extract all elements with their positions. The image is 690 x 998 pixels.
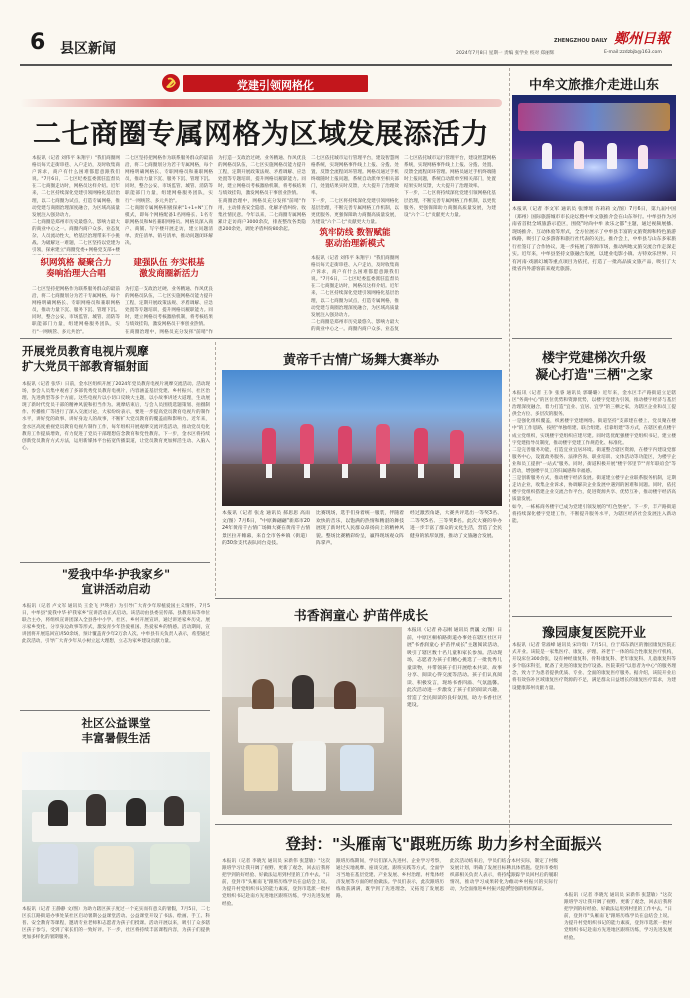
dance-photo	[222, 370, 502, 506]
reading-caption: 本报讯（记者 孙志刚 通讯员 贾巍 文/图）日前，中原区桐柏路街道办事处在辖区社区开展"书香润童心 护苗伴成长"主题阅读活动，吸引了辖区数十名儿童和家长参加。活动现场，志愿者为孩子们精心挑选了一批优秀儿童读物，并带领孩子们开展绘本共读、故事分享、阅读心得交流等活动。孩子们认真阅读、积极发言，现场书香四溢、气氛温馨。此次活动进一步激发了孩子们的阅读兴趣，营造了全民阅读的良好氛围，助力书香社区建设。	[407, 628, 502, 708]
ribbon-decoration	[20, 99, 502, 107]
bottom-col-4: 本报讯（记者 李晓光 通讯员 宋新伟 张慧敏）"这次跟班学习让我开阔了视野、更新了观念，回去后我将把学到的好经验、好做法运用到村里的工作中去。"日前，登封市"头雁南飞"跟班历练学员在总结会上说。为提升村党组织书记的能力素质，登封市选派一批村党组织书记赴南方先进地区跟班历练，学习先进发展经验。	[564, 893, 672, 941]
community-headline: 社区公益课堂 丰富暑假生活	[81, 716, 151, 745]
party-emblem-icon	[161, 73, 181, 93]
community-body: 本报讯（记者 王静静 文/图）为助力辖区孩子度过一个充实而有意义的暑假，7月5日，二七区长江路街道办事处某社区启动暑期公益课堂活动。公益课堂开设了书法、绘画、手工、科普、安全教育等课程，邀请专业老师和志愿者为孩子们授课。活动开展以来，吸引了众多辖区孩子参与，受到了家长们的一致好评。下一步，社区将持续丰富课程内容，为孩子们提供更加多样化的暑期服务。	[22, 907, 210, 941]
ladder-headline: 楼宇党建梯次升级 凝心打造"三栖"之家	[535, 351, 653, 383]
lead-subhead-1: 织网筑格 凝聚合力 奏响治理大合唱	[40, 258, 112, 279]
paper-english-name: ZHENGZHOU DAILY	[554, 38, 608, 44]
email: E-mail:zzdzbjb@163.com	[604, 50, 662, 55]
lead-headline: 二七商圈专属网格为区域发展添活力	[32, 117, 489, 150]
bottom-headline: 登封："头雁南飞"跟班历练 助力乡村全面振兴	[285, 835, 602, 853]
reading-photo	[222, 627, 402, 815]
party-banner-title: 党建引领网格化	[237, 79, 314, 92]
bottom-col-1: 本报讯（记者 李晓光 通讯员 宋新伟 张慧敏）"这次跟班学习让我开阔了视野、更新了观念，回去后我将把学到的好经验、好做法运用到村里的工作中去。"日前，登封市"头雁南飞"跟班历练学员在总结会上说。为提升村党组织书记的能力素质，登封市选派一批村党组织书记赴南方先进地区跟班历练，学习先进发展经验。	[222, 859, 330, 907]
tour-headline: 中牟文旅推介走进山东	[528, 78, 659, 93]
party-banner	[161, 73, 368, 96]
dance-caption: 本报讯（记者 张龙 通讯员 郝思思 高雨 文/图）7月6日，"中原舞翩翩"新郑市2024年黄帝千古情广场舞大赛在黄帝千古情景区拉开帷幕，来自全市各乡镇（街道）的30余支代表队同台竞技。	[222, 511, 310, 546]
page-number: 6	[30, 30, 46, 55]
bottom-col-2: 跟班历练期间，学员们深入先进村、企业学习考察，通过实地观摩、座谈交流、跟班实践等方式，全面学习当地在基层党建、产业发展、乡村治理、村集体经济发展等方面的经验做法。学员们表示，此次跟班历练收获满满，既学到了先进理念，又拓宽了发展思路。	[336, 859, 444, 900]
rural-body: 本报讯（记者 常溢峰 通讯员 宋玲瑞）7月5日，位于郑东新区的豫园康复医院正式开业。该院是一家集医疗、康复、护理、养老于一体的综合性康复医疗机构，开设床位300余张，设有神经康复科、骨科康复科、老年康复科、儿童康复科等多个临床科室，配备了先进的康复治疗设备。医院秉持"以患者为中心"的服务理念，致力于为患者提供优质、专业、全面的康复医疗服务。据介绍，该院开业后将有效弥补区域康复医疗资源的不足，满足群众日益增长的康复医疗需求，为建设健康郑州贡献力量。	[512, 643, 676, 691]
paper-logo: 鄭州日報	[614, 31, 670, 47]
tour-photo	[512, 95, 676, 201]
dance-col-3: 经过激烈角逐，大赛共评选出一等奖3名、二等奖5名、三等奖8名。此次大赛的举办进一步丰富了群众的文化生活，营造了全民健身的浓厚氛围，推动了文旅融合发展。	[410, 511, 502, 539]
lead-col-1: 本报讯（记者 刘伟平 朱翔宇）"我们商圈网格员每天走街串巷、入户走访，及时收集商户诉求，商户有什么困难都愿意跟我们说。"7月6日，二七区纪委监委派驻监督员在二七商圈走访时，网格员这样介绍。近年来，二七区持续深化党建引领网格化基层治理，以二七商圈为试点，打造专属网格，推动党建与商圈治理深度融合，为区域高质量发展注入强劲动力。 二七商圈是郑州市历史最悠久、影响力最大的商业中心之一。商圈内商户众多、业态复杂、人员流动性大，给基层治理带来不小挑战。为破解这一难题，二七区坚持以党建为引领，探索建立"商圈党委+网格党支部+楼	[32, 156, 120, 254]
issue-date: 2024年7月8日 星期一 责编 张学业 校对 郑丽辉	[456, 51, 555, 56]
dance-col-2: 比赛现场，选手们身着统一服装，伴随着欢快的音乐，以饱满的热情和精湛的舞技展现了新时代人民群众昂扬向上的精神风貌。整场比赛精彩纷呈，赢得现场观众阵阵掌声。	[316, 511, 404, 546]
lead-col-4b: 本报讯（记者 刘伟平 朱翔宇）"我们商圈网格员每天走街串巷、入户走访，及时收集商户诉求，商户有什么困难都愿意跟我们说。"7月6日，二七区纪委监委派驻监督员在二七商圈走访时，网格员这样介绍。近年来，二七区持续深化党建引领网格化基层治理，以二七商圈为试点，打造专属网格，推动党建与商圈治理深度融合，为区域高质量发展注入强劲动力。 二七商圈是郑州市历史最悠久、影响力最大的商业中心之一。商圈内商户众多、业态复	[311, 256, 399, 332]
bottom-col-3: 此次活动结束后，学员们结合本村实际，制定了村级发展计划，明确了发展目标和具体措施。登封市委组织部相关负责人表示，将持续跟踪学员回村后的履职情况，推动学习成果转化为推动乡村振兴的实际行动，为全面推进乡村振兴提供坚强的组织保证。	[450, 859, 558, 893]
community-photo	[22, 752, 210, 902]
lead-subhead-3: 筑牢防线 数智赋能 驱动治理新模式	[319, 228, 391, 249]
lead-col-2b: 为打造一支政治过硬、业务精通、作风优良的网格员队伍，二七区实施网格员能力提升工程，定期开展政策法规、矛盾调解、应急处置等专题培训，提升网格员履职能力。同时，建立网格员考核激励机制，将考核结果与绩效挂钩，激发网格员干事创业热情。 在商圈治理中，网格员充分发挥"前哨"作	[125, 287, 213, 334]
lead-col-5: 二七区依托城市运行管理平台，建设智慧网格系统，实现网格事件线上上报、分拨、处置、反馈全流程闭环管理。网格员通过手机终端随时上报问题，系统自动派单至相关部门，处置结果实时反馈，大大提升了治理效率。 下一步，二七区将持续深化党建引领网格化基层治理，不断完善专属网格工作机制，以更优服务、更强保障助力商圈高质量发展，为建设"六个二七"贡献更大力量。	[404, 156, 496, 218]
tour-caption: 本报讯（记者 李文军 通讯员 张博瑶 许莉莉 文/图）7月6日，第九届中国（郑州）国际旅游城市市长论坛暨中牟文旅推介会在山东举行。中牟县作为河南省首批全域旅游示范区，围绕"时尚中牟 欢乐之都"主题，通过视频展播、现场推介、互动体验等形式，全方位展示了中牟县丰富的文旅资源和特色旅游线路，吸引了众多游客和旅行社代表的关注。推介会上，中牟县与山东多家旅行社签订了合作协议，进一步拓展了客源市场，推动两地文旅交流合作走深走实。近年来，中牟县坚持文旅融合发展，以建业电影小镇、方特欢乐世界、只有河南·戏剧幻城等重点项目为依托，打造了一批高品质文旅产品，吸引了大批省内外游客前来观光旅游。	[512, 207, 676, 272]
dance-headline: 黄帝千古情广场舞大赛举办	[282, 353, 439, 368]
broadcast-body: 本报讯（记者 张华）日前，金水区组织开展了2024年党员教育电视片观摩交流活动。活动现场，参会人员集中观看了多部优秀党员教育电视片，内容涵盖基层党建、乡村振兴、社区治理、先进典型等多个方面。这些电视片以小切口反映大主题，以小故事讲述大道理，生动展现了新时代党员干部的精神风貌和担当作为。观摩结束后，与会人员围绕选题策划、拍摄制作、传播推广等进行了深入交流讨论，大家纷纷表示，要进一步提高党员教育电视片的制作水平，讲好党的故事、讲好身边人的故事，不断扩大党员教育的覆盖面和影响力。近年来，金水区高度重视党员教育电视片制作工作，每年组织开展观摩交流评选活动，推动党员电化教育工作提质增效，有力促进了党员干部理想信念教育和党性教育。下一步，金水区将持续创新党员教育方式方法，运用新媒体平台拓宽传播渠道，让党员教育更加鲜活生动、入脑入心。	[22, 382, 210, 451]
promote-body: 本报讯（记者 卢文军 通讯员 王金飞 尹瑛君）为引导广大青少年厚植爱国主义情怀，7月5日，中牟县"爱我中华·护我家乡"宣讲活动正式启动。该活动由县委宣传部、县教育局等单位联合主办，将组织宣讲团深入全县各中小学、社区、乡村开展宣讲，通过讲述家乡历史、展示家乡变化、分享身边故事等形式，激发青少年热爱祖国、热爱家乡的情感。活动期间，宣讲团将开展巡回宣讲50余场，预计覆盖青少年2万余人次。中牟县有关负责人表示，希望通过此次活动，引导广大青少年从小树立远大理想，立志为家乡建设贡献力量。	[22, 604, 210, 645]
page-header	[20, 28, 672, 64]
lead-subhead-2: 建强队伍 夯实根基 激发商圈新活力	[133, 258, 205, 279]
reading-headline: 书香润童心 护苗伴成长	[293, 609, 429, 624]
section-title: 县区新闻	[60, 41, 116, 57]
rural-headline: 豫园康复医院开业	[541, 626, 646, 641]
lead-col-2: 二七区坚持把网格作为联系服务群众的最前沿，将二七商圈划分为若干专属网格，每个网格明确网格长、专职网格员和兼职网格员，推动力量下沉、服务下沉、管理下沉。同时，整合公安、市场监管、城管、消防等职能部门力量，组建网格服务团队，实行"一网统管、多元共治"。 二七商圈专属网格积极探索"1+1+N"工作模式，即每个网格配备1名网格长、1名专职网格员和N名兼职网格员。网格员深入商户、商铺、写字楼开展走访，建立问题清单、责任清单、销号清单，推动问题闭环解决。	[125, 156, 213, 247]
ladder-body: 本报讯（记者 王争 张睿 通讯员 郭璐璐）近年来，金水区丰产路街道立足辖区"务商中心"的区位优势和资源优势，以楼宇党建为引领，推动楼宇经济与基层治理深度融合，着力打造"宜业、宜居、宜学"的三栖之家，为辖区企业和员工提供全方位、多层次的服务。 一是强化组织覆盖，织密楼宇党建网络。街道坚持"支部建在楼上、党员聚在楼中"的工作思路，按照"单独组建、联合组建、挂靠组建"等方式，在辖区重点楼宇成立党组织，实现楼宇党组织应建尽建。同时选优配强楼宇党组织书记，建立楼宇党建指导员制度，推动楼宇党建工作规范化、标准化。 二是完善服务功能，打造宜业宜居环境。街道整合辖区资源，在楼宇内建设党群服务中心，设置政务服务、法律咨询、职业培训、文体活动等功能区，为楼宇企业和员工提供"一站式"服务。同时，街道积极开展"楼宇邻里节""青年联谊会"等活动，增强楼宇员工的归属感和幸福感。 三是创新服务方式，推动楼宇经济发展。街道建立楼宇企业联系服务机制，定期走访企业，收集企业诉求，协调解决企业发展中遇到的困难和问题。同时，依托楼宇党组织搭建企业交流合作平台，促进资源共享、优势互补，推动楼宇经济高质量发展。 如今，一栋栋商务楼宇已成为党建引领发展的"红色堡垒"。下一步，丰产路街道将持续深化楼宇党建工作，不断提升服务水平，为辖区经济社会发展注入新动能。	[512, 391, 676, 524]
broadcast-headline: 开展党员教育电视片观摩 扩大党员干部教育辐射面	[22, 344, 149, 373]
lead-col-3: 为打造一支政治过硬、业务精通、作风优良的网格员队伍，二七区实施网格员能力提升工程，定期开展政策法规、矛盾调解、应急处置等专题培训，提升网格员履职能力。同时，建立网格员考核激励机制，将考核结果与绩效挂钩，激发网格员干事创业热情。 在商圈治理中，网格员充分发挥"前哨"作用，主动排查安全隐患、化解矛盾纠纷、收集社情民意。今年以来，二七商圈专属网格累计走访商户3000余次，排查整改各类隐患200余处，调处矛盾纠纷80余起。	[218, 156, 306, 232]
lead-col-1b: 二七区坚持把网格作为联系服务群众的最前沿，将二七商圈划分为若干专属网格，每个网格明确网格长、专职网格员和兼职网格员，推动力量下沉、服务下沉、管理下沉。同时，整合公安、市场监管、城管、消防等职能部门力量，组建网格服务团队，实行"一网统管、多元共治"。	[32, 287, 120, 334]
promote-headline: "爱我中华·护我家乡" 宣讲活动启动	[61, 567, 171, 596]
lead-col-4: 二七区依托城市运行管理平台，建设智慧网格系统，实现网格事件线上上报、分拨、处置、反馈全流程闭环管理。网格员通过手机终端随时上报问题，系统自动派单至相关部门，处置结果实时反馈，大大提升了治理效率。 下一步，二七区将持续深化党建引领网格化基层治理，不断完善专属网格工作机制，以更优服务、更强保障助力商圈高质量发展，为建设"六个二七"贡献更大力量。	[311, 156, 399, 225]
